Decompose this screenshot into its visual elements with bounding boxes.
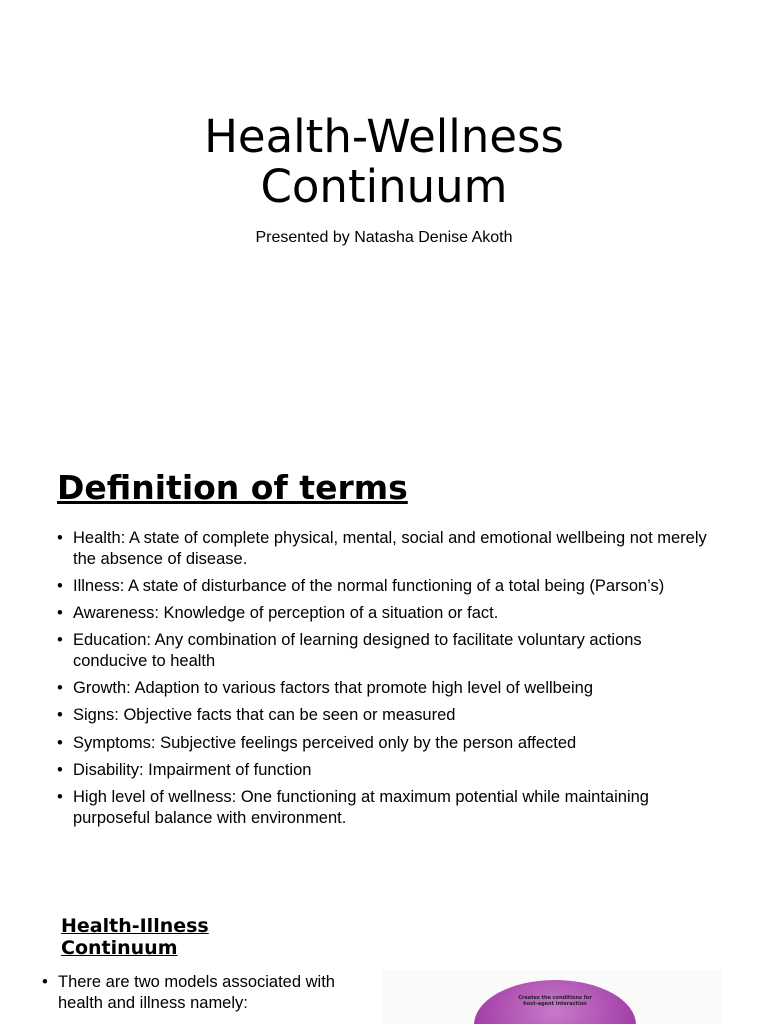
list-item xyxy=(57,678,717,699)
list-item xyxy=(57,576,717,597)
list-item xyxy=(42,972,372,1013)
list-item xyxy=(57,603,717,624)
list-item-text: Illness: A state of disturbance of the normal functioning of a total being (Parson’s) xyxy=(73,576,665,595)
presenter-subtitle: Presented by Natasha Denise Akoth xyxy=(255,229,513,246)
list-item-text: Awareness: Knowledge of perception of a situation or fact. xyxy=(73,604,499,623)
heading-line-2: Continuum xyxy=(61,937,178,959)
definitions-list xyxy=(57,528,717,835)
presentation-title xyxy=(0,112,768,212)
list-item xyxy=(57,528,717,569)
models-list xyxy=(42,972,372,1019)
bullet-icon: • xyxy=(57,761,63,780)
bullet-icon: • xyxy=(57,679,63,698)
list-item-text: Health: A state of complete physical, mental, social and emotional wellbeing not merely the absence of disease. xyxy=(73,529,707,568)
slide-heading xyxy=(61,915,209,959)
title-line-2: Continuum xyxy=(260,160,508,213)
bullet-icon: • xyxy=(57,706,63,725)
continuum-slide xyxy=(0,875,768,1024)
bullet-icon: • xyxy=(57,576,63,595)
list-item-text: Signs: Objective facts that can be seen or measured xyxy=(73,706,456,725)
title-slide xyxy=(0,0,768,430)
title-line-1: Health-Wellness xyxy=(204,110,564,163)
list-item xyxy=(57,787,717,828)
list-item-text: Education: Any combination of learning designed to facilitate voluntary actions conducive to health xyxy=(73,631,642,670)
diagram-label-line-2: host-agent interaction xyxy=(523,1001,587,1007)
list-item-text: High level of wellness: One functioning at maximum potential while maintaining purposeful balance with environment. xyxy=(73,788,649,827)
diagram-label-line-1: Creates the conditions for xyxy=(518,995,592,1001)
bullet-icon: • xyxy=(57,631,63,650)
diagram-label xyxy=(500,995,610,1007)
bullet-icon: • xyxy=(57,529,63,547)
heading-line-1: Health-Illness xyxy=(61,915,209,937)
list-item-text: There are two models associated with health and illness namely: xyxy=(58,973,335,1012)
bullet-icon: • xyxy=(57,733,63,752)
bullet-icon: • xyxy=(57,788,63,807)
bullet-icon: • xyxy=(57,604,63,623)
bullet-icon: • xyxy=(42,973,48,991)
list-item-text: Disability: Impairment of function xyxy=(73,761,312,780)
list-item xyxy=(57,705,717,726)
list-item xyxy=(57,630,717,671)
slide-heading: Definition of terms xyxy=(57,468,408,507)
list-item-text: Growth: Adaption to various factors that promote high level of wellbeing xyxy=(73,679,594,698)
definitions-slide xyxy=(0,430,768,875)
list-item xyxy=(57,733,717,754)
list-item xyxy=(57,760,717,781)
list-item-text: Symptoms: Subjective feelings perceived only by the person affected xyxy=(73,733,577,752)
